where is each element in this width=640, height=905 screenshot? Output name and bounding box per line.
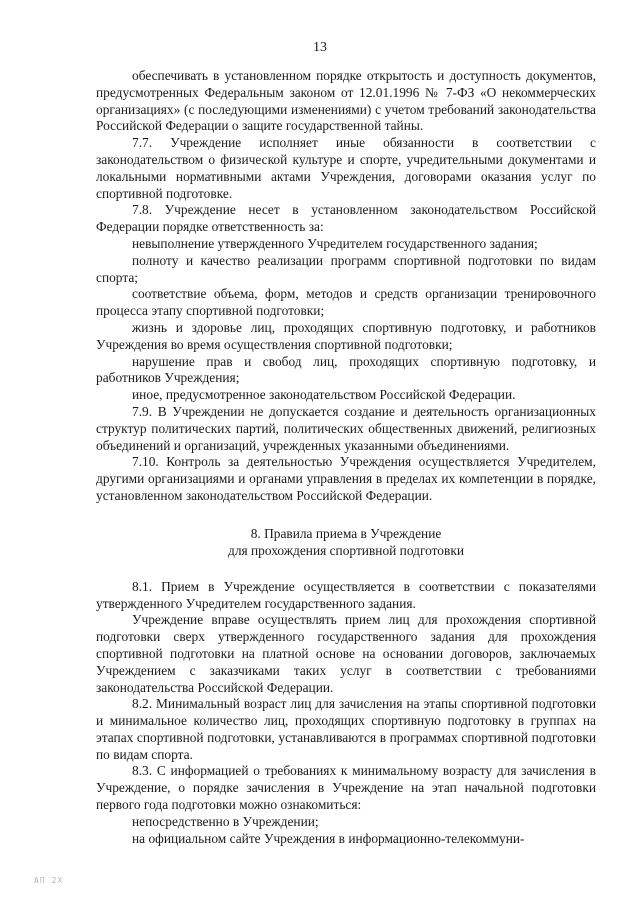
paragraphs-bottom: [96, 579, 596, 848]
paragraph: 8.1. Прием в Учреждение осуществляется в соответствии с показателями утвержденного Учредителем государственного задания.: [96, 578, 596, 611]
paragraph: иное, предусмотренное законодательством Российской Федерации.: [132, 387, 516, 403]
paragraph: непосредственно в Учреждении;: [132, 813, 319, 829]
paragraph: 8.2. Минимальный возраст лиц для зачисления на этапы спортивной подготовки и минимальное количество лиц, проходящих спортивную подготовку в группах на этапах спортивной подготовки, устанавливаются в программах спортивной подготовки по видам спорта.: [96, 696, 596, 762]
paragraph: обеспечивать в установленном порядке открытость и доступность документов, предусмотренных Федеральным законом от 12.01.1996 № 7-ФЗ «О некоммерческих организациях» (с последующими изменениями) с учетом требований законодательства Российской Федерации о защите государственной тайны.: [96, 68, 596, 134]
footer-mark: АП 2Х: [34, 876, 64, 885]
section-heading-line-2: для прохождения спортивной подготовки: [228, 542, 464, 558]
section-heading-line-1: 8. Правила приема в Учреждение: [250, 525, 442, 541]
paragraph: нарушение прав и свобод лиц, проходящих спортивную подготовку, и работников Учреждения;: [96, 353, 596, 386]
paragraph: 7.9. В Учреждении не допускается создание и деятельность организационных структур политических партий, политических общественных движений, религиозных объединений и организаций, учрежденных указанными объединениями.: [96, 403, 596, 453]
document-body: [96, 68, 596, 847]
paragraph: Учреждение вправе осуществлять прием лиц для прохождения спортивной подготовки сверх утвержденного государственного задания для прохождения спортивной подготовки на платной основе на основании договоров, заключаемых Учреждением с заказчиками таких услуг в соответствии с требованиями законодательства Российской Федерации.: [96, 612, 596, 695]
paragraph: 8.3. С информацией о требованиях к минимальному возрасту для зачисления в Учреждение, о порядке зачисления в Учреждение на этап начальной подготовки первого года подготовки можно ознакомиться:: [96, 763, 596, 813]
paragraph: 7.10. Контроль за деятельностью Учреждения осуществляется Учредителем, другими организациями и органами управления в пределах их компетенции в порядке, установленном законодательством Российской Федерации.: [96, 454, 596, 503]
page-number: 13: [313, 40, 327, 55]
paragraph: полноту и качество реализации программ спортивной подготовки по видам спорта;: [96, 252, 596, 285]
paragraphs-top: [96, 68, 596, 505]
paragraph: соответствие объема, форм, методов и средств организации тренировочного процесса этапу спортивной подготовки;: [96, 286, 596, 319]
paragraph: невыполнение утвержденного Учредителем государственного задания;: [132, 235, 538, 251]
paragraph: на официальном сайте Учреждения в информационно-телекоммуни-: [132, 830, 525, 846]
paragraph: жизнь и здоровье лиц, проходящих спортивную подготовку, и работников Учреждения во время осуществления спортивной подготовки;: [96, 319, 596, 352]
section-heading: [96, 525, 596, 559]
paragraph: 7.8. Учреждение несет в установленном законодательством Российской Федерации порядке ответственность за:: [96, 202, 596, 235]
paragraph: 7.7. Учреждение исполняет иные обязанности в соответствии с законодательством о физической культуре и спорте, учредительными документами и локальными нормативными актами Учреждения, договорами оказания услуг по спортивной подготовке.: [96, 135, 596, 201]
